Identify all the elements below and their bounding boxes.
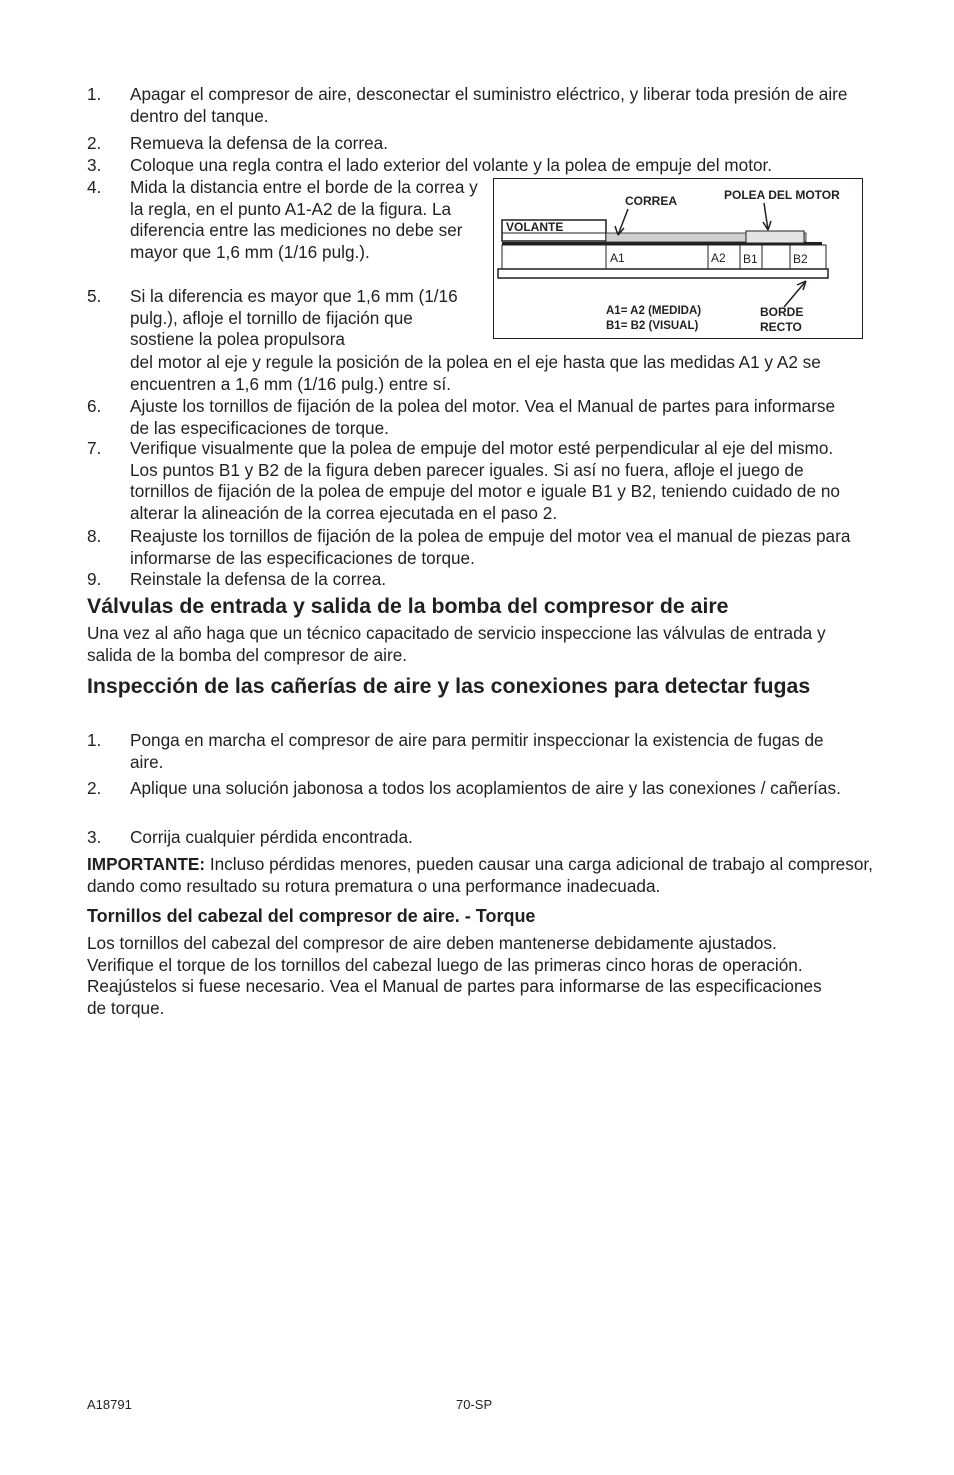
step-text: Reajuste los tornillos de fijación de la polea de empuje del motor vea el manual de piezas para informarse de las especificaciones de torque. <box>130 526 851 568</box>
belt-alignment-diagram <box>494 179 864 340</box>
leak-step-3 <box>87 827 867 849</box>
important-note <box>87 854 877 897</box>
step-text: Si la diferencia es mayor que 1,6 mm (1/16 pulg.), afloje el tornillo de fijación que sostiene la polea propulsora <box>130 286 458 349</box>
step-5-continuation: del motor al eje y regule la posición de la polea en el eje hasta que las medidas A1 y A2 se encuentren a 1,6 mm (1/16 pulg.) entre sí. <box>130 352 821 394</box>
a2-label: A2 <box>711 251 726 265</box>
step-number: 1. <box>87 730 102 750</box>
recto-label: RECTO <box>760 320 802 334</box>
leak-step-1 <box>87 730 867 773</box>
step-number: 7. <box>87 438 102 458</box>
step-number: 9. <box>87 569 102 589</box>
important-label: IMPORTANTE: <box>87 854 206 874</box>
borde-label: BORDE <box>760 305 804 319</box>
step-number: 4. <box>87 177 102 197</box>
step-text: Coloque una regla contra el lado exterior del volante y la polea de empuje del motor. <box>130 155 773 175</box>
step-2 <box>87 133 867 155</box>
doc-code: A18791 <box>87 1397 132 1412</box>
b1-label: B1 <box>743 252 758 266</box>
important-text: Incluso pérdidas menores, pueden causar una carga adicional de trabajo al compresor, dando como resultado su rotura prematura o una performance inadecuada. <box>87 854 873 896</box>
valves-heading: Válvulas de entrada y salida de la bomba del compresor de aire <box>87 594 729 618</box>
step-1 <box>87 84 867 127</box>
torque-heading: Tornillos del cabezal del compresor de aire. - Torque <box>87 906 536 926</box>
step-number: 1. <box>87 84 102 104</box>
step-9 <box>87 569 867 591</box>
step-number: 2. <box>87 778 102 798</box>
step-3 <box>87 155 887 177</box>
belt-alignment-figure <box>493 178 863 339</box>
torque-paragraph: Los tornillos del cabezal del compresor de aire deben mantenerse debidamente ajustados. Verifique el torque de los tornillos del cabezal luego de las primeras cinco horas de operación. Reajústelos si fuese necesario. Vea el Manual de partes para informarse de las especificaciones de torque. <box>87 933 822 1018</box>
step-number: 3. <box>87 155 102 175</box>
polea-motor-label: POLEA DEL MOTOR <box>724 188 840 202</box>
volante-label: VOLANTE <box>506 220 564 234</box>
step-text: Ajuste los tornillos de fijación de la polea del motor. Vea el Manual de partes para informarse de las especificaciones de torque. <box>130 396 836 438</box>
step-7 <box>87 438 867 524</box>
legend-a1-a2: A1= A2 (MEDIDA) <box>606 305 702 317</box>
b2-label: B2 <box>793 252 808 266</box>
step-8 <box>87 526 867 569</box>
polea-motor <box>746 231 804 243</box>
valves-paragraph: Una vez al año haga que un técnico capacitado de servicio inspeccione las válvulas de entrada y salida de la bomba del compresor de aire. <box>87 623 826 665</box>
step-text: Corrija cualquier pérdida encontrada. <box>130 827 413 847</box>
step-number: 5. <box>87 286 102 306</box>
step-text: Remueva la defensa de la correa. <box>130 133 388 153</box>
correa-label: CORREA <box>625 194 678 208</box>
step-number: 6. <box>87 396 102 416</box>
step-6 <box>87 396 867 439</box>
borde-recto-bar <box>498 269 828 278</box>
leaks-heading: Inspección de las cañerías de aire y las conexiones para detectar fugas <box>87 674 811 698</box>
step-text: Aplique una solución jabonosa a todos los acoplamientos de aire y las conexiones / cañerías. <box>130 778 841 798</box>
step-number: 8. <box>87 526 102 546</box>
leak-step-2 <box>87 778 867 800</box>
step-number: 3. <box>87 827 102 847</box>
legend-b1-b2: B1= B2 (VISUAL) <box>606 320 699 332</box>
step-text: Apagar el compresor de aire, desconectar el suministro eléctrico, y liberar toda presión de aire dentro del tanque. <box>130 84 848 126</box>
step-number: 2. <box>87 133 102 153</box>
step-text: Verifique visualmente que la polea de empuje del motor esté perpendicular al eje del mismo. Los puntos B1 y B2 de la figura deben parecer iguales. Si así no fuera, afloje el juego de tornillos de fijación de la polea de empuje del motor e iguale B1 y B2, teniendo cuidado de no alterar la alineación de la correa ejecutada en el paso 2. <box>130 438 840 523</box>
page-number: 70-SP <box>456 1397 493 1412</box>
step-text: Ponga en marcha el compresor de aire para permitir inspeccionar la existencia de fugas de aire. <box>130 730 824 772</box>
step-text: Mida la distancia entre el borde de la correa y la regla, en el punto A1-A2 de la figura. La diferencia entre las mediciones no debe ser mayor que 1,6 mm (1/16 pulg.). <box>130 177 478 262</box>
step-text: Reinstale la defensa de la correa. <box>130 569 387 589</box>
a1-label: A1 <box>610 251 625 265</box>
